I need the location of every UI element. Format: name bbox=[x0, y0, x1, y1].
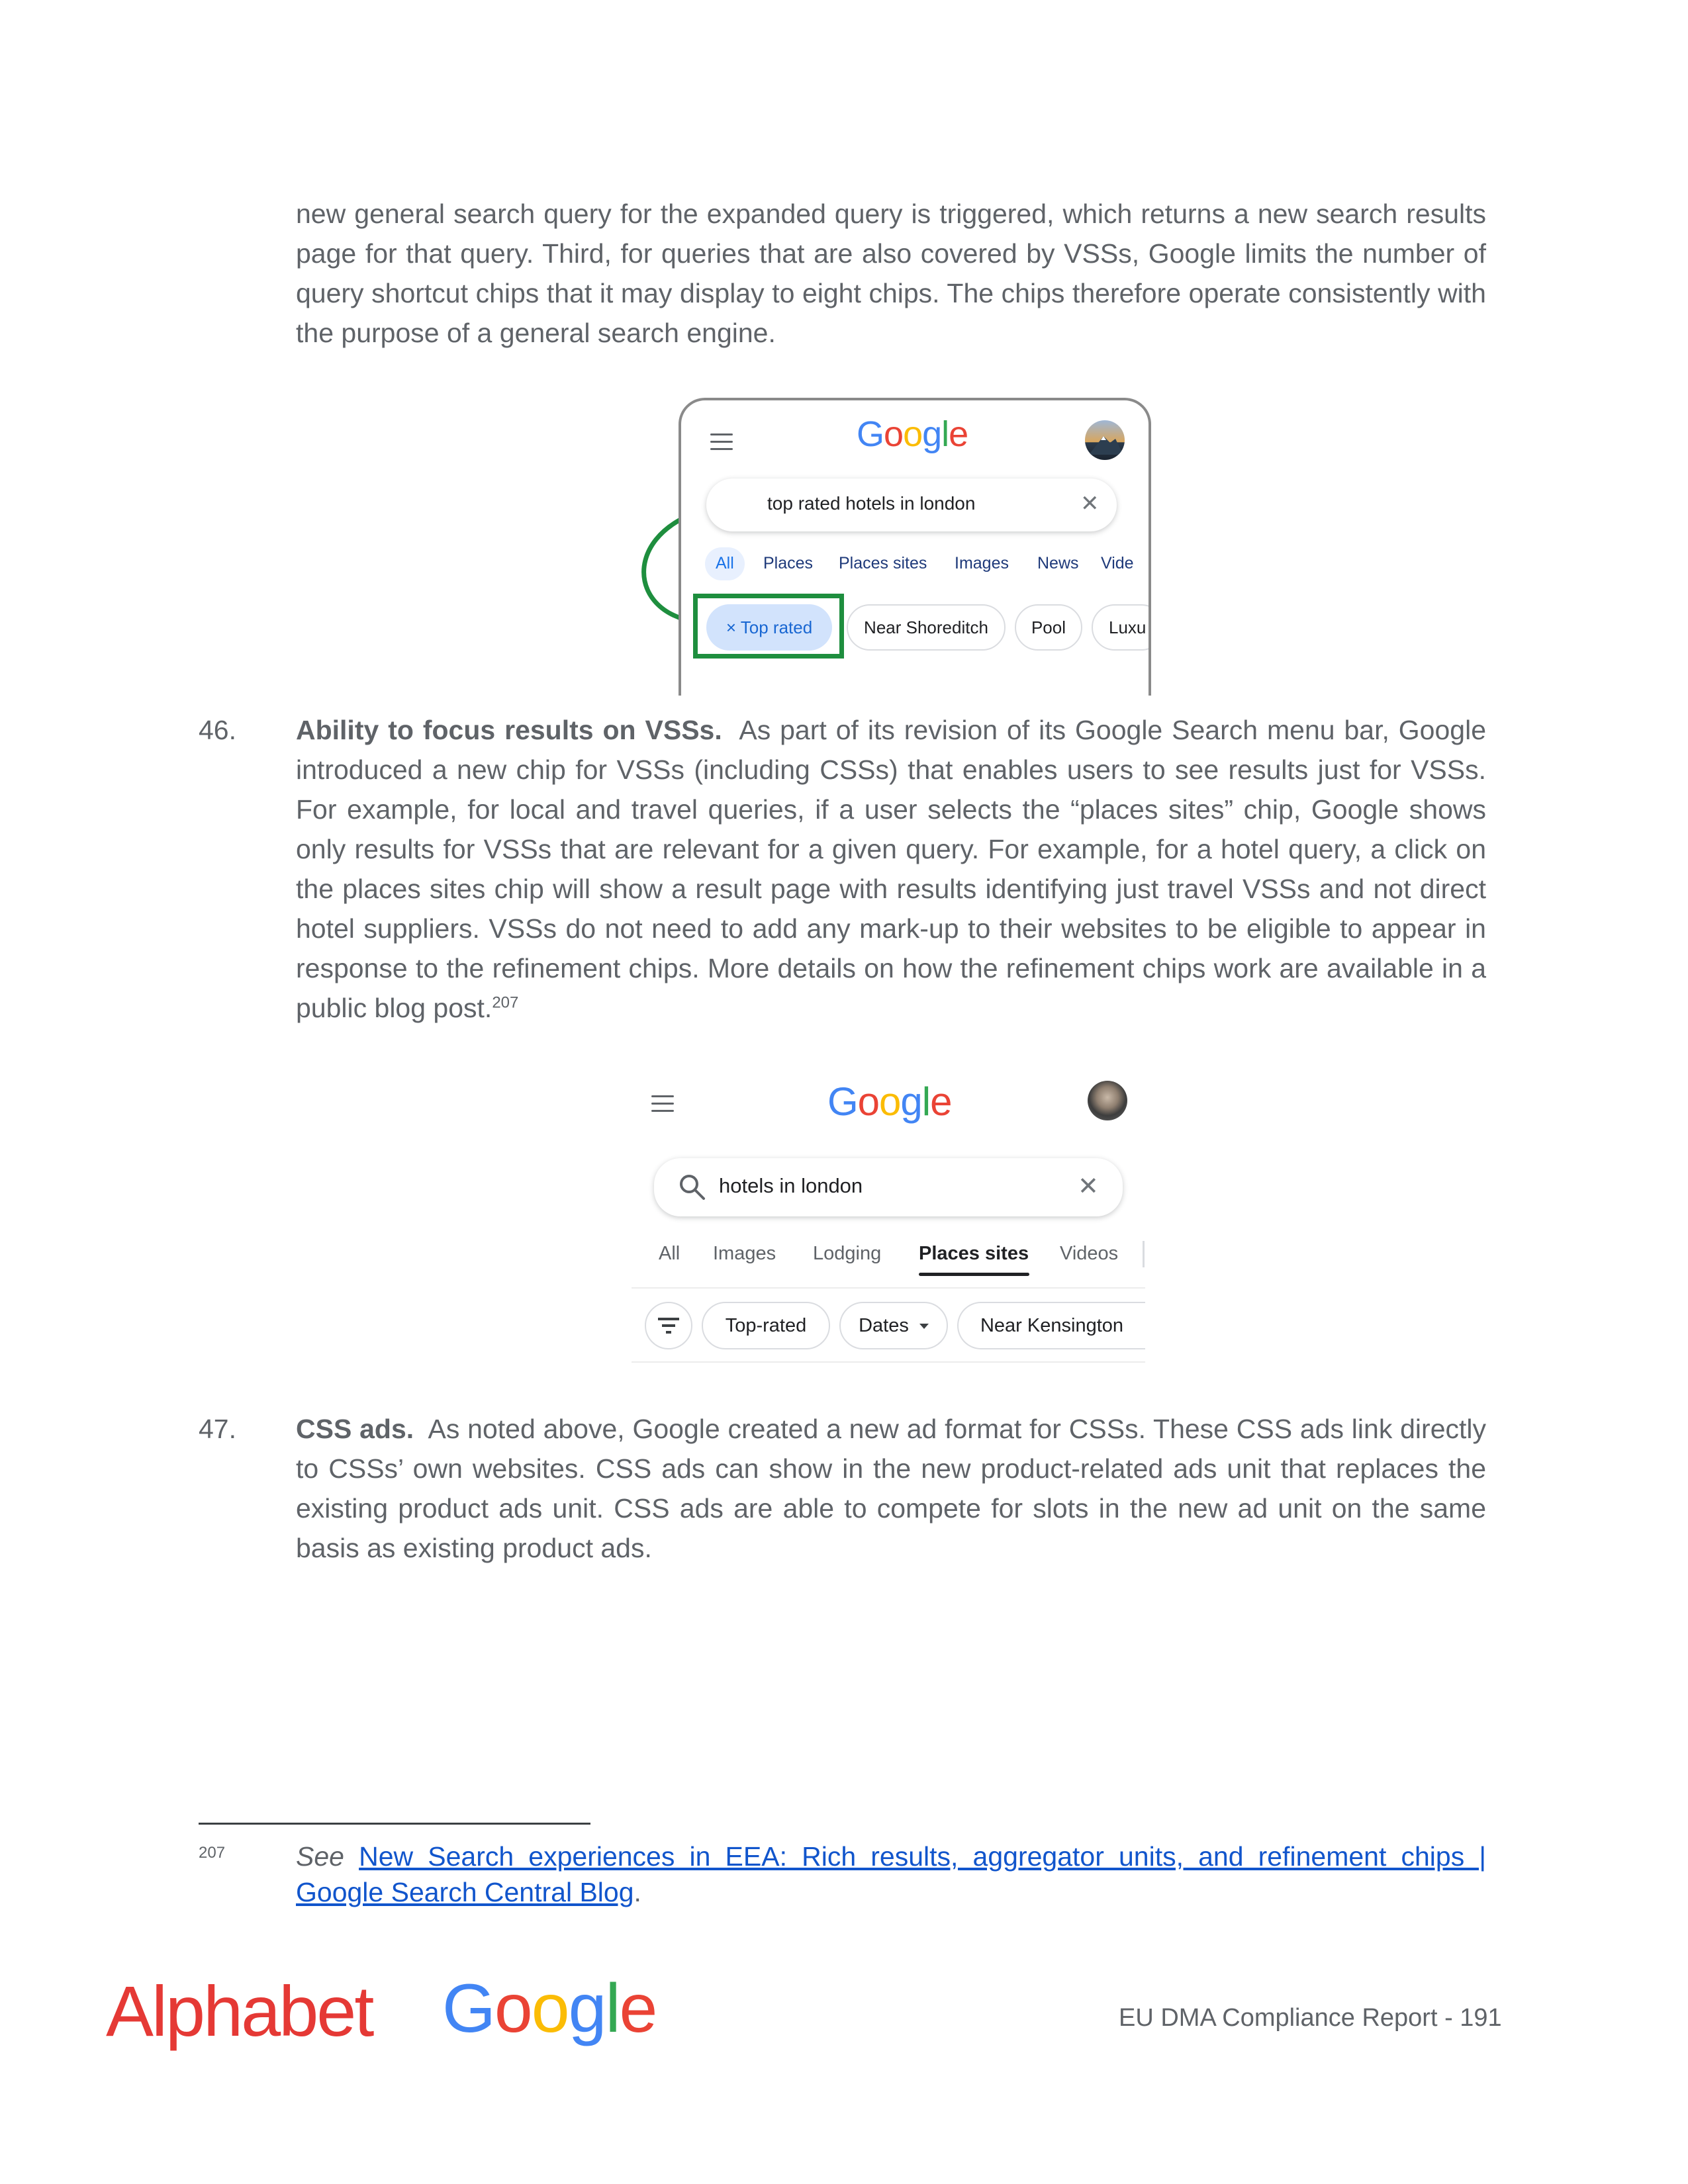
paragraph-number-47: 47. bbox=[199, 1414, 236, 1444]
tab-lodging[interactable]: Lodging bbox=[813, 1243, 882, 1264]
tab-all[interactable]: All bbox=[659, 1243, 680, 1264]
paragraph-47-heading: CSS ads. bbox=[296, 1414, 414, 1444]
figure-places-sites-chip bbox=[622, 1062, 1152, 1373]
tab-places-sites[interactable]: Places sites bbox=[839, 554, 927, 572]
filter-button[interactable] bbox=[645, 1302, 692, 1349]
remove-chip-icon: × bbox=[726, 617, 736, 637]
figure-query-expansion bbox=[616, 394, 1158, 678]
paragraph-47 bbox=[296, 1409, 1486, 1568]
tab-images[interactable]: Images bbox=[713, 1243, 776, 1264]
mountain-icon bbox=[1085, 420, 1125, 460]
chip-top-rated[interactable]: Top-rated bbox=[702, 1302, 830, 1349]
tab-images[interactable]: Images bbox=[955, 554, 1009, 572]
paragraph-46-body: As part of its revision of its Google Search menu bar, Google introduced a new chip for VSSs (including CSSs) that enables users to see results just for VSSs. For example, for local and travel queries, if a user selects the “places sites” chip, Google shows only results for VSSs that are relevant for a given query. For example, for a hotel query, a click on the places sites chip will show a result page with results identifying just travel VSSs and not direct hotel suppliers. VSSs do not need to add any mark-up to their websites to be eligible to appear in response to the refinement chips. More details on how the refinement chips work are available in a public blog post. bbox=[296, 715, 1487, 1023]
footnote-text bbox=[296, 1839, 1486, 1910]
google-footer-logo: Google bbox=[442, 1970, 657, 2047]
tab-places-sites-active[interactable]: Places sites bbox=[919, 1243, 1029, 1264]
clear-search-icon[interactable]: ✕ bbox=[1080, 491, 1100, 516]
tab-all-label: All bbox=[716, 554, 734, 572]
footnote-period: . bbox=[633, 1877, 641, 1907]
chip-luxury[interactable]: Luxu bbox=[1092, 604, 1151, 651]
dropdown-arrow-icon bbox=[919, 1324, 929, 1329]
footnote-separator bbox=[199, 1823, 590, 1825]
hamburger-menu-icon[interactable] bbox=[710, 433, 733, 451]
chip-pool[interactable]: Pool bbox=[1015, 604, 1082, 651]
clear-search-icon[interactable]: ✕ bbox=[1078, 1173, 1099, 1201]
google-logo: Google bbox=[857, 414, 968, 454]
avatar[interactable] bbox=[1088, 1081, 1127, 1120]
footnote-ref-207[interactable]: 207 bbox=[492, 993, 519, 1012]
chip-near-shoreditch[interactable]: Near Shoreditch bbox=[847, 604, 1006, 651]
chip-dates[interactable] bbox=[839, 1302, 948, 1349]
filter-icon bbox=[657, 1316, 680, 1336]
search-query: hotels in london bbox=[719, 1174, 863, 1197]
footnote-link[interactable]: New Search experiences in EEA: Rich results, aggregator units, and refinement chips | Google Search Central Blog bbox=[296, 1841, 1486, 1907]
chip-near-kensington[interactable]: Near Kensington bbox=[957, 1302, 1145, 1349]
chips-divider bbox=[632, 1361, 1145, 1363]
tab-overflow-divider bbox=[1143, 1241, 1145, 1267]
highlight-box bbox=[693, 594, 844, 659]
tab-news[interactable]: News bbox=[1037, 554, 1079, 572]
search-box[interactable] bbox=[654, 1158, 1123, 1216]
active-tab-indicator bbox=[919, 1273, 1029, 1276]
alphabet-logo: Alphabet bbox=[106, 1971, 373, 2051]
paragraph-46-heading: Ability to focus results on VSSs. bbox=[296, 715, 722, 745]
google-logo: Google bbox=[827, 1079, 952, 1124]
tabs-divider bbox=[632, 1287, 1145, 1289]
search-box[interactable] bbox=[706, 478, 1117, 531]
tab-videos[interactable]: Videos bbox=[1060, 1243, 1119, 1264]
paragraph-number-46: 46. bbox=[199, 715, 236, 745]
tab-videos[interactable]: Vide bbox=[1101, 554, 1134, 572]
footnote-number: 207 bbox=[199, 1844, 226, 1862]
hamburger-menu-icon[interactable] bbox=[651, 1095, 674, 1113]
footnote-see: See bbox=[296, 1841, 344, 1872]
avatar[interactable] bbox=[1085, 420, 1125, 460]
report-page-label: EU DMA Compliance Report - 191 bbox=[1119, 2004, 1502, 2032]
intro-paragraph: new general search query for the expanded query is triggered, which returns a new search results page for that query. Third, for queries that are also covered by VSSs, Google limits the number of query shortcut chips that it may display to eight chips. The chips therefore operate consistently with the purpose of a general search engine. bbox=[296, 199, 1486, 348]
paragraph-46 bbox=[296, 710, 1486, 1028]
search-query: top rated hotels in london bbox=[767, 493, 976, 514]
paragraph-47-body: As noted above, Google created a new ad format for CSSs. These CSS ads link directly to CSSs’ own websites. CSS ads can show in the new product-related ads unit that replaces the existing product ads unit. CSS ads are able to compete for slots in the new ad unit on the same basis as existing product ads. bbox=[296, 1414, 1486, 1563]
chip-dates-label: Dates bbox=[859, 1315, 909, 1336]
tab-places[interactable]: Places bbox=[763, 554, 814, 572]
search-icon bbox=[678, 1173, 707, 1202]
chip-label: Top rated bbox=[740, 617, 813, 637]
